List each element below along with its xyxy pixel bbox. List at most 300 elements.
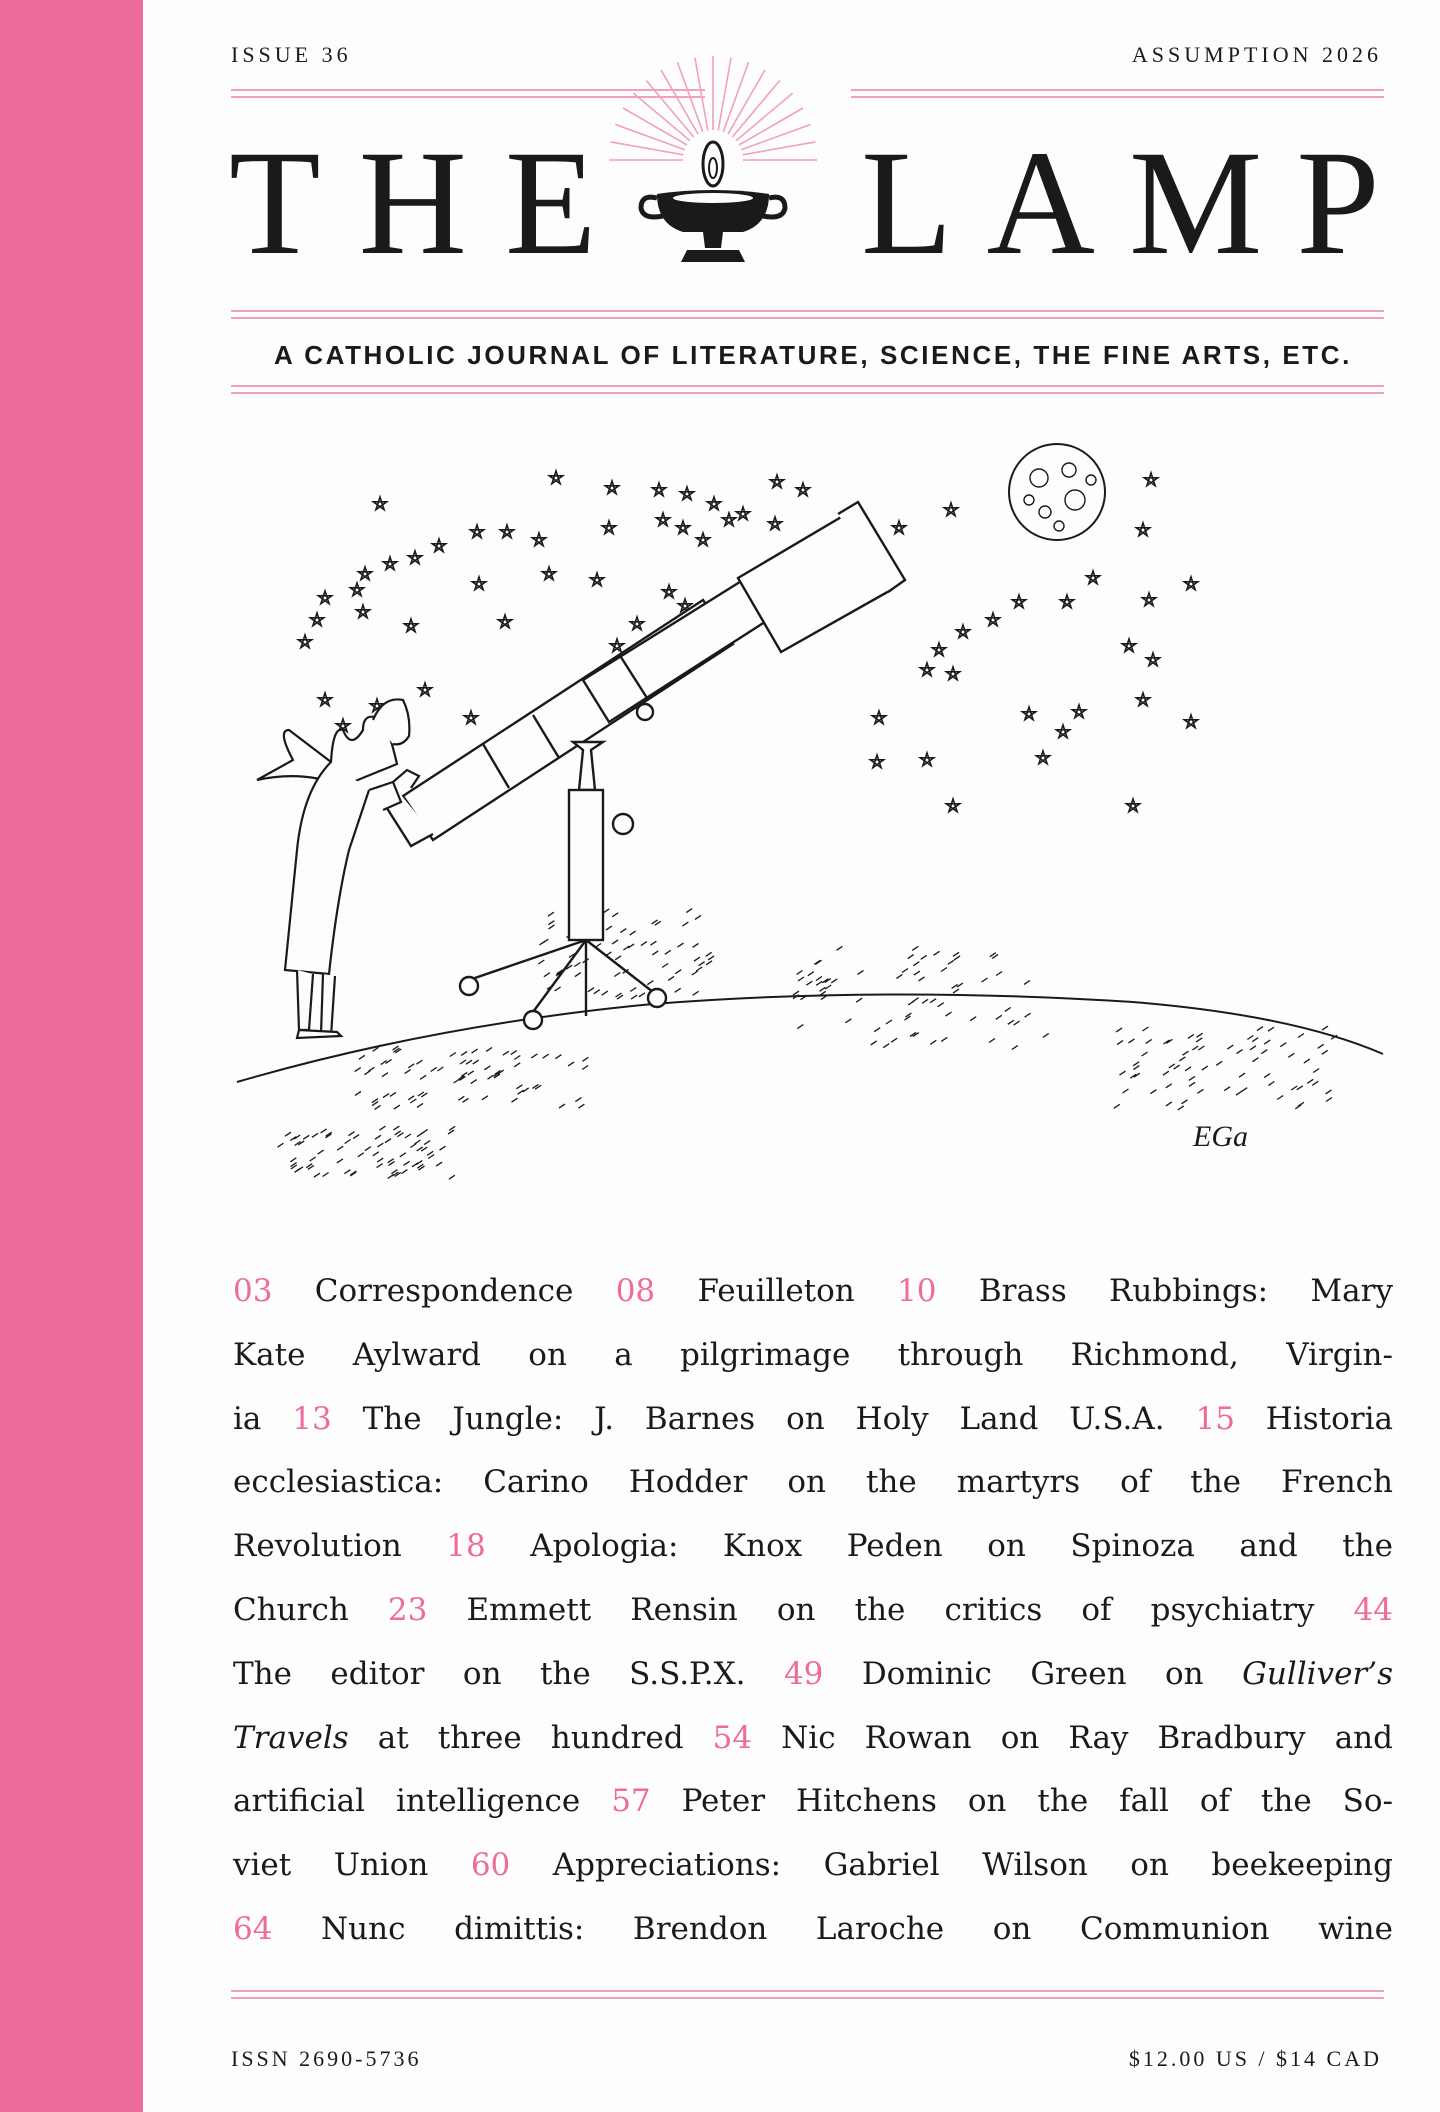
contents-text: Church — [233, 1591, 388, 1628]
grass-stroke — [612, 940, 618, 944]
contents-text: Dominic Green on — [823, 1655, 1243, 1692]
contents-text: Brass Rubbings: Mary — [936, 1273, 1393, 1309]
grass-stroke — [1142, 1027, 1148, 1031]
astronomer-telescope-illustration — [233, 430, 1393, 1220]
grass-stroke — [594, 990, 600, 994]
star-icon — [662, 585, 675, 598]
page-number: 64 — [233, 1910, 273, 1947]
star-icon — [680, 487, 693, 500]
grass-stroke — [405, 1070, 411, 1074]
grass-stroke — [543, 1054, 549, 1058]
contents-text: Feuilleton — [655, 1273, 898, 1309]
star-icon — [1056, 725, 1069, 738]
masthead-word-lamp: LAMP — [861, 120, 1414, 286]
grass-stroke — [400, 1153, 406, 1157]
grass-stroke — [393, 1126, 399, 1130]
grass-stroke — [484, 1066, 490, 1070]
star-icon — [605, 481, 618, 494]
grass-stroke — [488, 1075, 494, 1079]
grass-stroke — [856, 998, 862, 1002]
grass-stroke — [1252, 1058, 1258, 1062]
contents-line — [233, 1515, 1393, 1579]
magazine-cover — [143, 0, 1440, 2112]
lamp-ray — [743, 142, 816, 155]
grass-stroke — [582, 1057, 588, 1061]
grass-stroke — [472, 1049, 478, 1053]
grass-stroke — [1252, 1038, 1258, 1042]
star-icon — [696, 533, 709, 546]
grass-stroke — [448, 1130, 454, 1134]
grass-stroke — [696, 967, 702, 971]
grass-stroke — [482, 1096, 488, 1100]
star-icon — [630, 617, 643, 630]
grass-stroke — [946, 1012, 952, 1016]
illustrator-signature: EGa — [1193, 1120, 1248, 1153]
grass-stroke — [682, 922, 688, 926]
grass-stroke — [486, 1047, 492, 1051]
contents-title-italic: Gulliver’s — [1242, 1655, 1393, 1692]
grass-stroke — [512, 1098, 518, 1102]
grass-stroke — [312, 1133, 318, 1137]
contents-line — [233, 1643, 1393, 1707]
grass-stroke — [692, 971, 698, 975]
grass-stroke — [473, 1060, 479, 1064]
grass-stroke — [662, 964, 668, 968]
grass-stroke — [693, 991, 699, 995]
grass-stroke — [891, 1038, 897, 1042]
grass-stroke — [808, 972, 814, 976]
grass-stroke — [531, 1054, 537, 1058]
grass-stroke — [539, 941, 545, 945]
grass-stroke — [555, 1055, 561, 1059]
star-icon — [1072, 705, 1085, 718]
grass-stroke — [450, 1053, 456, 1057]
grass-stroke — [1150, 1090, 1156, 1094]
contents-line — [233, 1451, 1393, 1515]
grass-stroke — [397, 1133, 403, 1137]
grass-stroke — [639, 993, 645, 997]
star-icon — [796, 483, 809, 496]
grass-stroke — [568, 1062, 574, 1066]
grass-stroke — [394, 1105, 400, 1109]
page-number: 03 — [233, 1273, 273, 1309]
grass-stroke — [989, 1039, 995, 1043]
grass-stroke — [373, 1152, 379, 1156]
grass-stroke — [575, 973, 581, 977]
grass-stroke — [825, 985, 831, 989]
lamp-ray — [611, 142, 684, 155]
lamp-ray — [695, 58, 708, 131]
page-number: 57 — [611, 1783, 651, 1820]
star-icon — [1060, 595, 1073, 608]
grass-stroke — [1291, 1086, 1297, 1090]
star-icon — [1122, 639, 1135, 652]
star-icon — [532, 533, 545, 546]
grass-stroke — [1239, 1073, 1245, 1077]
grass-stroke — [902, 969, 908, 973]
grass-stroke — [410, 1099, 416, 1103]
contents-text: Kate Aylward on a pilgrimage through Richmond, Virgin- — [233, 1336, 1393, 1373]
grass-stroke — [630, 988, 636, 992]
star-icon — [498, 615, 511, 628]
grass-stroke — [1313, 1069, 1319, 1073]
star-icon — [408, 551, 421, 564]
star-icon — [944, 503, 957, 516]
star-icon — [870, 755, 883, 768]
grass-stroke — [449, 1175, 455, 1179]
contents-text: Revolution — [233, 1528, 447, 1565]
grass-stroke — [1185, 1067, 1191, 1071]
grass-stroke — [1264, 1074, 1270, 1078]
grass-stroke — [837, 946, 843, 950]
grass-stroke — [575, 1098, 581, 1102]
grass-stroke — [1227, 1045, 1233, 1049]
moon-icon — [1009, 444, 1105, 540]
contents-line — [233, 1898, 1393, 1962]
star-icon — [1184, 715, 1197, 728]
star-icon — [946, 667, 959, 680]
contents-text: Peter Hitchens on the fall of the So- — [650, 1783, 1393, 1820]
grass-stroke — [436, 1162, 442, 1166]
star-icon — [920, 663, 933, 676]
star-icon — [736, 507, 749, 520]
grass-stroke — [1169, 1064, 1175, 1068]
grass-stroke — [365, 1147, 371, 1151]
grass-stroke — [310, 1157, 316, 1161]
grass-stroke — [1192, 1046, 1198, 1050]
grass-stroke — [874, 1028, 880, 1032]
grass-stroke — [440, 1146, 446, 1150]
grass-stroke — [548, 921, 554, 925]
page-number: 18 — [446, 1528, 486, 1565]
grass-stroke — [401, 1170, 407, 1174]
grass-stroke — [797, 1025, 803, 1029]
grass-stroke — [602, 991, 608, 995]
grass-stroke — [355, 1091, 361, 1095]
star-icon — [1126, 799, 1139, 812]
grass-stroke — [516, 1085, 522, 1089]
grass-stroke — [606, 926, 612, 930]
grass-stroke — [620, 929, 626, 933]
star-icon — [404, 619, 417, 632]
grass-stroke — [424, 1141, 430, 1145]
star-icon — [472, 577, 485, 590]
grass-stroke — [953, 989, 959, 993]
grass-stroke — [1216, 1061, 1222, 1065]
grass-stroke — [798, 977, 804, 981]
grass-stroke — [816, 977, 822, 981]
astronomer-figure-icon — [257, 699, 419, 1038]
grass-stroke — [708, 956, 714, 960]
grass-stroke — [353, 1135, 359, 1139]
grass-stroke — [908, 955, 914, 959]
grass-stroke — [693, 943, 699, 947]
contents-text: ecclesiastica: Carino Hodder on the martyrs of the French — [233, 1464, 1393, 1501]
grass-stroke — [408, 1096, 414, 1100]
grass-stroke — [1043, 1033, 1049, 1037]
grass-stroke — [630, 931, 636, 935]
page-number: 60 — [470, 1847, 511, 1884]
grass-stroke — [957, 983, 963, 987]
grass-stroke — [1257, 1027, 1263, 1031]
star-icon — [470, 525, 483, 538]
contents-line — [233, 1770, 1393, 1834]
grass-stroke — [612, 913, 618, 917]
grass-stroke — [1117, 1041, 1123, 1045]
grass-stroke — [641, 942, 647, 946]
grass-stroke — [348, 1132, 354, 1136]
grass-stroke — [523, 1088, 529, 1092]
page-number: 08 — [615, 1273, 656, 1309]
star-icon — [602, 521, 615, 534]
grass-stroke — [1025, 1013, 1031, 1017]
telescope-icon — [383, 502, 905, 1029]
footer-rule — [231, 1990, 1384, 1999]
grass-stroke — [285, 1132, 291, 1136]
grass-stroke — [345, 1140, 351, 1144]
grass-stroke — [321, 1129, 327, 1133]
contents-text: Nic Rowan on Ray Bradbury and — [752, 1719, 1393, 1756]
grass-stroke — [344, 1170, 350, 1174]
grass-stroke — [382, 1073, 388, 1077]
star-icon — [932, 643, 945, 656]
grass-stroke — [427, 1151, 433, 1155]
grass-stroke — [355, 1068, 361, 1072]
star-icon — [549, 471, 562, 484]
star-icon — [383, 557, 396, 570]
tagline-rule-bottom — [231, 385, 1384, 394]
contents-text: Correspondence — [272, 1273, 616, 1309]
grass-stroke — [1142, 1052, 1148, 1056]
grass-stroke — [377, 1143, 383, 1147]
grass-stroke — [1146, 1039, 1152, 1043]
star-icon — [464, 711, 477, 724]
contents-text: Emmett Rensin on the critics of psychiatry — [427, 1591, 1354, 1628]
grass-stroke — [1312, 1081, 1318, 1085]
grass-stroke — [675, 970, 681, 974]
issue-edition: ASSUMPTION 2026 — [1131, 42, 1382, 67]
top-rule-right — [851, 89, 1384, 98]
star-icon — [500, 525, 513, 538]
grass-stroke — [1188, 1034, 1194, 1038]
star-icon — [318, 591, 331, 604]
grass-stroke — [1123, 1089, 1129, 1093]
star-icon — [418, 683, 431, 696]
grass-stroke — [1298, 1034, 1304, 1038]
grass-stroke — [1166, 1084, 1172, 1088]
grass-stroke — [694, 957, 700, 961]
grass-stroke — [831, 979, 837, 983]
star-icon — [892, 521, 905, 534]
grass-stroke — [913, 962, 919, 966]
grass-stroke — [468, 1071, 474, 1075]
star-icon — [956, 625, 969, 638]
grass-stroke — [420, 1075, 426, 1079]
table-of-contents — [233, 1260, 1393, 1962]
issn: ISSN 2690-5736 — [231, 2046, 422, 2071]
grass-stroke — [422, 1129, 428, 1133]
grass-stroke — [1280, 1043, 1286, 1047]
star-icon — [298, 635, 311, 648]
grass-stroke — [359, 1055, 365, 1059]
grass-stroke — [797, 971, 803, 975]
contents-text: at three hundred — [348, 1719, 713, 1756]
grass-stroke — [574, 963, 580, 967]
grass-stroke — [896, 974, 902, 978]
star-icon — [1136, 523, 1149, 536]
grass-stroke — [375, 1105, 381, 1109]
grass-stroke — [1224, 1087, 1230, 1091]
grass-stroke — [377, 1164, 383, 1168]
star-icon — [1144, 473, 1157, 486]
grass-stroke — [699, 962, 705, 966]
grass-stroke — [1202, 1066, 1208, 1070]
grass-stroke — [449, 1126, 455, 1130]
grass-stroke — [686, 909, 692, 913]
grass-stroke — [934, 951, 940, 955]
grass-stroke — [1297, 1086, 1303, 1090]
grass-stroke — [954, 956, 960, 960]
star-icon — [1036, 751, 1049, 764]
star-icon — [722, 513, 735, 526]
tagline-rule-top — [231, 310, 1384, 319]
star-icon — [676, 521, 689, 534]
page-number: 15 — [1195, 1400, 1235, 1437]
grass-stroke — [871, 1041, 877, 1045]
star-icon — [1146, 653, 1159, 666]
grass-stroke — [431, 1067, 437, 1071]
grass-stroke — [1182, 1100, 1188, 1104]
pink-spine-band — [0, 0, 143, 2112]
grass-stroke — [1241, 1088, 1247, 1092]
grass-stroke — [886, 1020, 892, 1024]
masthead-word-the: THE — [229, 120, 635, 286]
star-icon — [707, 497, 720, 510]
star-icon — [770, 475, 783, 488]
grass-stroke — [1012, 1046, 1018, 1050]
grass-stroke — [820, 987, 826, 991]
grass-stroke — [675, 988, 681, 992]
contents-text: ia — [233, 1400, 293, 1437]
grass-stroke — [1133, 1066, 1139, 1070]
grass-stroke — [665, 950, 671, 954]
grass-stroke — [588, 988, 594, 992]
grass-stroke — [678, 943, 684, 947]
contents-line — [233, 1324, 1393, 1388]
star-icon — [1142, 593, 1155, 606]
grass-stroke — [1189, 1082, 1195, 1086]
grass-stroke — [1196, 1038, 1202, 1042]
grass-stroke — [511, 1051, 517, 1055]
issue-number: ISSUE 36 — [231, 42, 352, 67]
grass-stroke — [390, 1092, 396, 1096]
grass-stroke — [1197, 1033, 1203, 1037]
grass-stroke — [1247, 1036, 1253, 1040]
grass-stroke — [706, 961, 712, 965]
grass-stroke — [544, 973, 550, 977]
grass-stroke — [578, 1104, 584, 1108]
grass-stroke — [631, 995, 637, 999]
grass-stroke — [437, 1067, 443, 1071]
grass-stroke — [650, 941, 656, 945]
star-icon — [350, 583, 363, 596]
grass-stroke — [1236, 1091, 1242, 1095]
star-icon — [1184, 577, 1197, 590]
grass-stroke — [1268, 1027, 1274, 1031]
grass-stroke — [1261, 1050, 1267, 1054]
page-number: 23 — [387, 1591, 428, 1628]
contents-text: Historia — [1234, 1400, 1393, 1437]
grass-stroke — [996, 1015, 1002, 1019]
grass-stroke — [1163, 1071, 1169, 1075]
page-number: 49 — [783, 1655, 824, 1692]
grass-stroke — [1183, 1051, 1189, 1055]
grass-stroke — [1005, 1007, 1011, 1011]
contents-line — [233, 1579, 1393, 1643]
grass-stroke — [559, 1104, 565, 1108]
grass-stroke — [1174, 1065, 1180, 1069]
grass-stroke — [408, 1064, 414, 1068]
page-number: 10 — [897, 1273, 937, 1309]
grass-stroke — [914, 971, 920, 975]
grass-stroke — [323, 1173, 329, 1177]
grass-stroke — [996, 972, 1002, 976]
contents-text: artificial intelligence — [233, 1783, 612, 1820]
grass-stroke — [417, 1103, 423, 1107]
grass-stroke — [706, 952, 712, 956]
grass-stroke — [919, 977, 925, 981]
grass-stroke — [953, 952, 959, 956]
tagline: A CATHOLIC JOURNAL OF LITERATURE, SCIENCE, THE FINE ARTS, ETC. — [274, 340, 1352, 370]
lamp-ray — [718, 58, 731, 131]
grass-stroke — [982, 978, 988, 982]
star-icon — [542, 567, 555, 580]
grass-stroke — [538, 960, 544, 964]
grass-stroke — [1179, 1057, 1185, 1061]
grass-stroke — [416, 1060, 422, 1064]
grass-stroke — [383, 1094, 389, 1098]
star-icon — [872, 711, 885, 724]
grass-stroke — [395, 1131, 401, 1135]
grass-stroke — [385, 1139, 391, 1143]
star-icon — [1136, 693, 1149, 706]
contents-line — [233, 1707, 1393, 1771]
grass-stroke — [1277, 1096, 1283, 1100]
grass-stroke — [652, 951, 658, 955]
grass-stroke — [303, 1135, 309, 1139]
grass-stroke — [358, 1153, 364, 1157]
star-icon — [318, 693, 331, 706]
grass-stroke — [941, 968, 947, 972]
grass-stroke — [970, 1017, 976, 1021]
grass-stroke — [1120, 1071, 1126, 1075]
star-icon — [1086, 571, 1099, 584]
grass-stroke — [614, 973, 620, 977]
grass-stroke — [952, 984, 958, 988]
grass-stroke — [1129, 1039, 1135, 1043]
grass-stroke — [912, 946, 918, 950]
grass-stroke — [1264, 1040, 1270, 1044]
star-icon — [920, 753, 933, 766]
contents-text: The Jungle: J. Barnes on Holy Land U.S.A. — [331, 1400, 1196, 1437]
star-icon — [610, 639, 623, 652]
grass-stroke — [337, 1159, 343, 1163]
grass-stroke — [615, 956, 621, 960]
grass-stroke — [514, 1063, 520, 1067]
star-icon — [986, 613, 999, 626]
star-icon — [432, 539, 445, 552]
contents-title-italic: Travels — [233, 1719, 349, 1756]
